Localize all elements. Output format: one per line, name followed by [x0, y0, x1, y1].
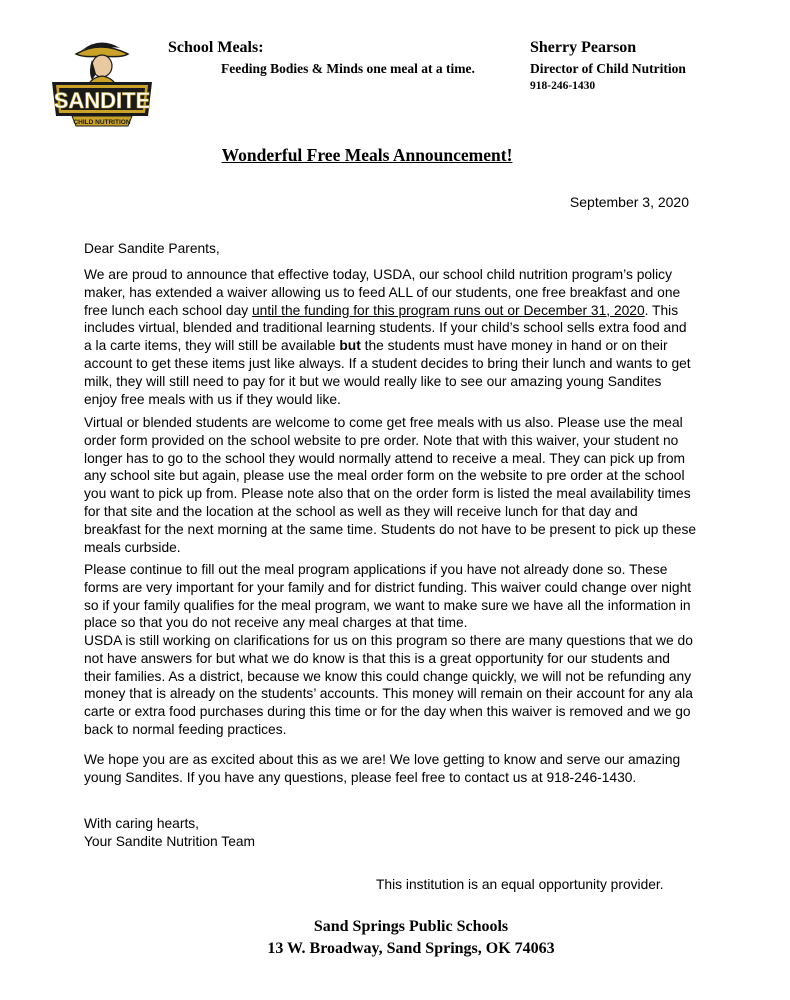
equal-opportunity-statement: This institution is an equal opportunity provider.: [376, 877, 664, 892]
header-director-phone: 918-246-1430: [530, 80, 596, 92]
paragraph-1-part-a: We are proud to announce that effective today, USDA, our school child nutrition program’s policy maker, has extended a waiver allowing us to feed ALL of our students, one free breakfast and one free lunch each school day: [84, 267, 681, 318]
footer-district-address: 13 W. Broadway, Sand Springs, OK 74063: [267, 940, 555, 957]
paragraph-4: [84, 632, 698, 739]
letter-date: September 3, 2020: [569, 194, 689, 210]
paragraph-5-text: We hope you are as excited about this as we are! We love getting to know and serve our amazing young Sandites. If you have any questions, please feel free to contact us at 918-246-1430.: [84, 752, 681, 785]
announcement-title: Wonderful Free Meals Announcement!: [221, 145, 513, 165]
header-director-name: Sherry Pearson: [530, 39, 637, 56]
paragraph-5: [84, 751, 698, 787]
salutation: Dear Sandite Parents,: [84, 241, 220, 256]
closing-line-2: Your Sandite Nutrition Team: [84, 834, 256, 849]
header-director-role: Director of Child Nutrition: [530, 61, 686, 76]
closing-line-1: With caring hearts,: [84, 816, 200, 831]
header-program-subtitle: Feeding Bodies & Minds one meal at a time.: [221, 61, 475, 76]
paragraph-1-bold: but: [339, 338, 361, 354]
header-program-title: School Meals:: [168, 39, 264, 56]
paragraph-2: [84, 414, 698, 556]
paragraph-1-part-c: the students must have money in hand or on their account to get these items just like always. If a student decides to bring their lunch and wants to get milk, they will still need to pay for it but we would really like to see our amazing young Sandites enjoy free meals with us if they would like.: [84, 338, 691, 407]
paragraph-1: [84, 266, 698, 408]
paragraph-2-text: Virtual or blended students are welcome to come get free meals with us also. Please use the meal order form provided on the school website to pre order. Note that with this waiver, your student no longer has to go to the school they would normally attend to receive a meal. They can pick up from any school site but again, please use the meal order form on the website to pre order at the school you want to pick up from. Please note also that on the order form is listed the meal availability times for that site and the location at the school as well as they will receive lunch for that day and breakfast for the next morning at the same time. Students do not have to be present to pick up these meals curbside.: [84, 415, 697, 555]
paragraph-3-text: Please continue to fill out the meal program applications if you have not already done so. These forms are very important for your family and for district funding. This waiver could change over night so if your family qualifies for the meal program, we want to make sure we have all the information in place so that you do not receive any meal charges at that time.: [84, 562, 692, 631]
logo-tagline: CHILD NUTRITION: [73, 119, 131, 126]
pirate-mascot-icon: [48, 36, 156, 130]
paragraph-4-text: USDA is still working on clarifications for us on this program so there are many questions that we do not have answers for but what we do know is that this is a great opportunity for our students and their families. As a district, because we know this could change quickly, we will not be refunding any money that is already on the students’ accounts. This money will remain on their account for any ala carte or extra food purchases during this time or for the day when this waiver is removed and we go back to normal feeding practices.: [84, 633, 693, 737]
paragraph-3: [84, 561, 698, 632]
paragraph-1-underlined: until the funding for this program runs out or December 31, 2020: [251, 302, 645, 318]
paragraph-1-part-b: . This includes virtual, blended and traditional learning students. If your child’s school sells extra food and a la carte items, they will still be available: [84, 302, 687, 354]
footer-district-name: Sand Springs Public Schools: [313, 918, 509, 935]
sandite-logo: [48, 36, 156, 130]
logo-wordmark: SANDITE: [53, 88, 151, 113]
